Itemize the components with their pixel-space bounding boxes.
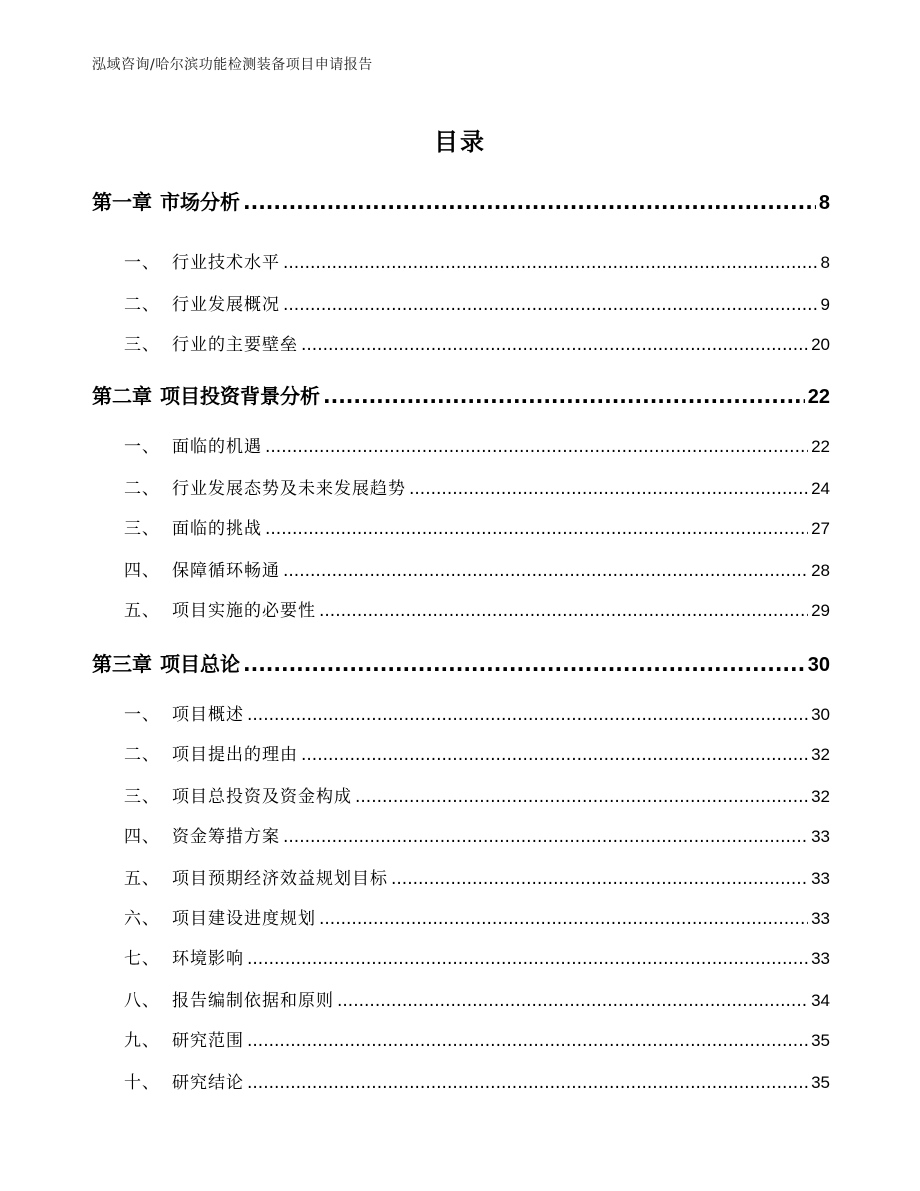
toc-dot-leader bbox=[301, 335, 808, 355]
toc-entry-label: 环境影响 bbox=[172, 949, 244, 969]
toc-section-entry[interactable] bbox=[124, 864, 830, 889]
toc-entry-number: 五、 bbox=[124, 869, 160, 889]
toc-section-entry[interactable] bbox=[124, 514, 830, 539]
toc-entry-number: 一、 bbox=[124, 437, 160, 457]
toc-entry-page: 30 bbox=[811, 705, 830, 724]
running-header: 泓域咨询/哈尔滨功能检测装备项目申请报告 bbox=[92, 57, 373, 73]
toc-entry-number: 第三章 bbox=[92, 652, 152, 676]
toc-entry-number: 七、 bbox=[124, 949, 160, 969]
toc-chapter-entry[interactable] bbox=[92, 648, 830, 677]
toc-dot-leader bbox=[319, 601, 808, 621]
toc-entry-page: 27 bbox=[811, 519, 830, 538]
toc-section-entry[interactable] bbox=[124, 986, 830, 1011]
toc-dot-leader bbox=[319, 909, 808, 929]
toc-dot-leader bbox=[243, 190, 816, 214]
toc-entry-page: 32 bbox=[811, 745, 830, 764]
toc-section-entry[interactable] bbox=[124, 330, 830, 355]
toc-section-entry[interactable] bbox=[124, 740, 830, 765]
toc-dot-leader bbox=[323, 384, 805, 408]
toc-entry-page: 8 bbox=[818, 192, 830, 214]
toc-entry-page: 24 bbox=[811, 479, 830, 498]
toc-entry-label: 市场分析 bbox=[160, 190, 240, 214]
toc-entry-page: 30 bbox=[807, 654, 830, 676]
toc-dot-leader bbox=[283, 561, 808, 581]
toc-entry-number: 一、 bbox=[124, 253, 160, 273]
toc-entry-label: 项目建设进度规划 bbox=[172, 909, 316, 929]
toc-entry-label: 行业技术水平 bbox=[172, 253, 280, 273]
toc-section-entry[interactable] bbox=[124, 474, 830, 499]
toc-section-entry[interactable] bbox=[124, 248, 830, 273]
toc-entry-label: 保障循环畅通 bbox=[172, 561, 280, 581]
toc-entry-number: 九、 bbox=[124, 1031, 160, 1051]
toc-entry-number: 六、 bbox=[124, 909, 160, 929]
toc-entry-label: 面临的挑战 bbox=[172, 519, 262, 539]
toc-entry-number: 三、 bbox=[124, 519, 160, 539]
toc-entry-page: 22 bbox=[807, 386, 830, 408]
toc-entry-number: 三、 bbox=[124, 787, 160, 807]
toc-title: 目录 bbox=[434, 128, 486, 156]
toc-entry-page: 22 bbox=[811, 437, 830, 456]
toc-section-entry[interactable] bbox=[124, 700, 830, 725]
toc-entry-number: 第二章 bbox=[92, 384, 152, 408]
toc-entry-number: 二、 bbox=[124, 745, 160, 765]
toc-dot-leader bbox=[243, 652, 805, 676]
toc-entry-label: 项目提出的理由 bbox=[172, 745, 298, 765]
toc-entry-label: 项目概述 bbox=[172, 705, 244, 725]
toc-dot-leader bbox=[283, 253, 818, 273]
toc-entry-page: 20 bbox=[811, 335, 830, 354]
toc-entry-page: 9 bbox=[820, 295, 830, 314]
toc-entry-number: 第一章 bbox=[92, 190, 152, 214]
toc-entry-page: 28 bbox=[811, 561, 830, 580]
toc-section-entry[interactable] bbox=[124, 1068, 830, 1093]
toc-entry-label: 项目总投资及资金构成 bbox=[172, 787, 352, 807]
toc-section-entry[interactable] bbox=[124, 904, 830, 929]
toc-dot-leader bbox=[301, 745, 808, 765]
toc-entry-number: 二、 bbox=[124, 479, 160, 499]
toc-section-entry[interactable] bbox=[124, 556, 830, 581]
toc-chapter-entry[interactable] bbox=[92, 380, 830, 409]
toc-entry-label: 项目总论 bbox=[160, 652, 240, 676]
toc-section-entry[interactable] bbox=[124, 944, 830, 969]
toc-entry-page: 33 bbox=[811, 909, 830, 928]
toc-dot-leader bbox=[283, 295, 818, 315]
toc-dot-leader bbox=[355, 787, 808, 807]
toc-entry-label: 研究范围 bbox=[172, 1031, 244, 1051]
toc-entry-page: 33 bbox=[811, 869, 830, 888]
toc-section-entry[interactable] bbox=[124, 596, 830, 621]
toc-entry-number: 五、 bbox=[124, 601, 160, 621]
toc-section-entry[interactable] bbox=[124, 782, 830, 807]
toc-chapter-entry[interactable] bbox=[92, 186, 830, 215]
toc-section-entry[interactable] bbox=[124, 822, 830, 847]
toc-entry-number: 十、 bbox=[124, 1073, 160, 1093]
toc-entry-page: 32 bbox=[811, 787, 830, 806]
toc-entry-page: 34 bbox=[811, 991, 830, 1010]
toc-entry-label: 资金筹措方案 bbox=[172, 827, 280, 847]
toc-entry-number: 四、 bbox=[124, 561, 160, 581]
toc-section-entry[interactable] bbox=[124, 290, 830, 315]
toc-section-entry[interactable] bbox=[124, 1026, 830, 1051]
toc-entry-number: 四、 bbox=[124, 827, 160, 847]
toc-entry-page: 35 bbox=[811, 1031, 830, 1050]
toc-entry-label: 报告编制依据和原则 bbox=[172, 991, 334, 1011]
toc-entry-page: 35 bbox=[811, 1073, 830, 1092]
toc-entry-label: 项目预期经济效益规划目标 bbox=[172, 869, 388, 889]
toc-dot-leader bbox=[265, 437, 808, 457]
toc-entry-number: 二、 bbox=[124, 295, 160, 315]
toc-entry-label: 行业的主要壁垒 bbox=[172, 335, 298, 355]
toc-dot-leader bbox=[247, 1073, 808, 1093]
toc-section-entry[interactable] bbox=[124, 432, 830, 457]
toc-entry-number: 一、 bbox=[124, 705, 160, 725]
toc-entry-page: 33 bbox=[811, 827, 830, 846]
toc-entry-number: 八、 bbox=[124, 991, 160, 1011]
toc-entry-label: 项目投资背景分析 bbox=[160, 384, 320, 408]
toc-dot-leader bbox=[337, 991, 808, 1011]
toc-entry-label: 行业发展概况 bbox=[172, 295, 280, 315]
toc-entry-label: 项目实施的必要性 bbox=[172, 601, 316, 621]
toc-entry-number: 三、 bbox=[124, 335, 160, 355]
toc-dot-leader bbox=[247, 949, 808, 969]
toc-dot-leader bbox=[247, 1031, 808, 1051]
toc-entry-page: 29 bbox=[811, 601, 830, 620]
toc-entry-label: 研究结论 bbox=[172, 1073, 244, 1093]
toc-dot-leader bbox=[391, 869, 808, 889]
toc-dot-leader bbox=[283, 827, 808, 847]
toc-dot-leader bbox=[409, 479, 808, 499]
toc-entry-page: 33 bbox=[811, 949, 830, 968]
toc-entry-label: 面临的机遇 bbox=[172, 437, 262, 457]
toc-dot-leader bbox=[265, 519, 808, 539]
toc-dot-leader bbox=[247, 705, 808, 725]
toc-entry-label: 行业发展态势及未来发展趋势 bbox=[172, 479, 406, 499]
toc-entry-page: 8 bbox=[820, 253, 830, 272]
